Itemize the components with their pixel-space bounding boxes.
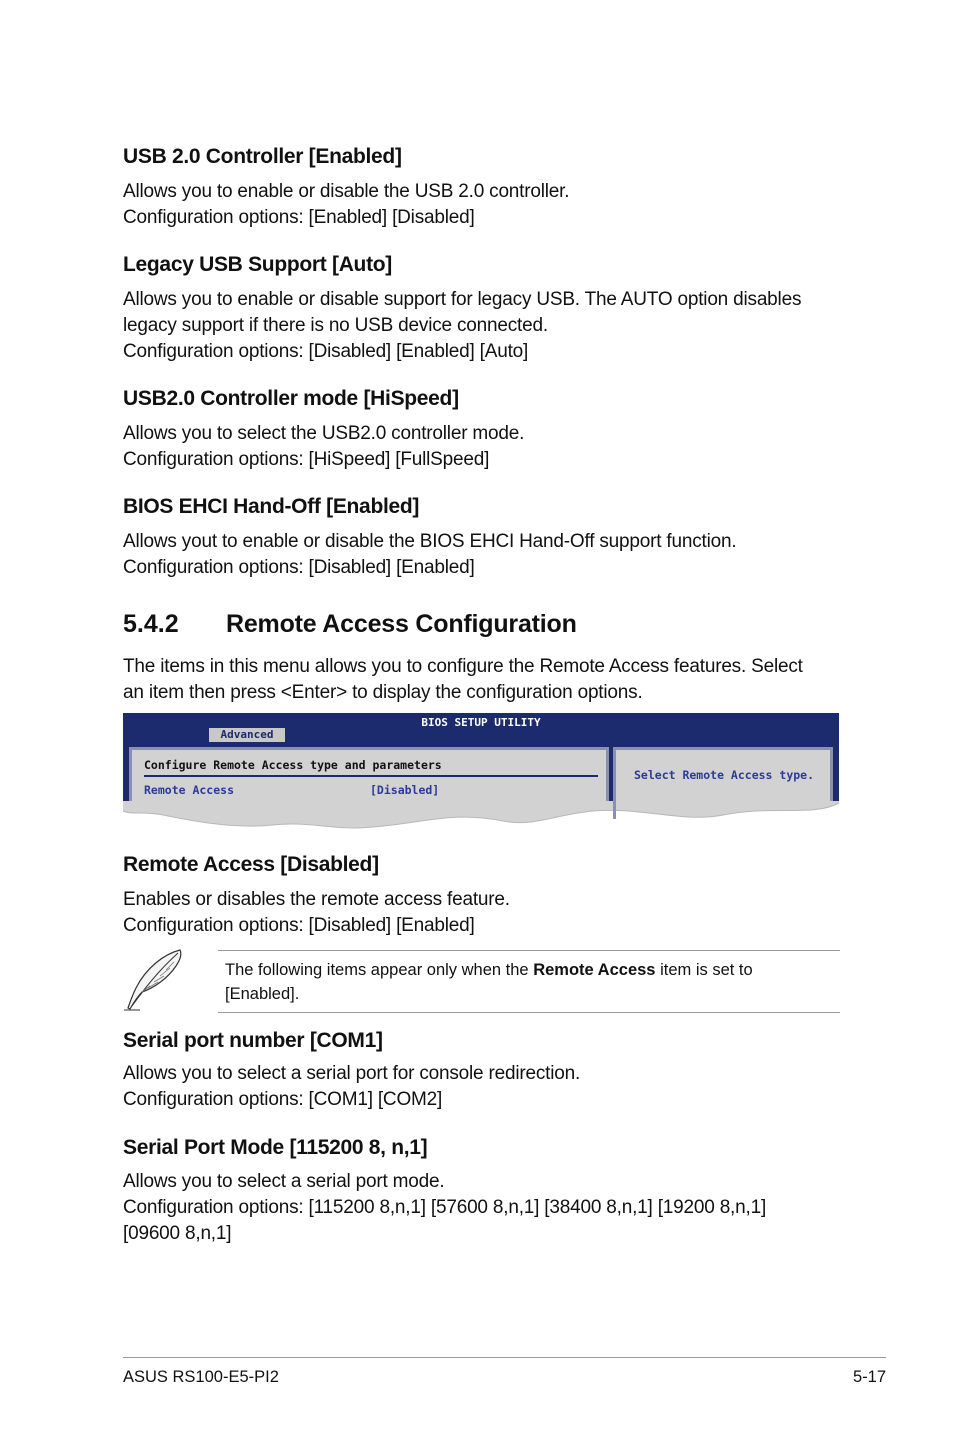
paragraph-serial-port-mode: Allows you to select a serial port mode. Configuration options: [115200 8,n,1] [57600 8,n,1] [38400 8,n,1] [19200 8,n,1] [09600 8,n,1] — [123, 1171, 767, 1244]
bios-item-label: Remote Access — [144, 783, 235, 797]
bios-item-value: [Disabled] — [370, 783, 440, 797]
bios-help-panel — [613, 747, 833, 803]
heading-serial-port-mode: Serial Port Mode [115200 8, n,1] — [123, 1136, 428, 1159]
paragraph-serial-port-number: Allows you to select a serial port for console redirection. Configuration options: [COM1] [COM2] — [123, 1063, 581, 1110]
note-text: The following items appear only when the Remote Access item is set to [Enabled]. — [225, 961, 753, 1003]
bios-tab-advanced: Advanced — [209, 728, 285, 742]
bios-help-text: Select Remote Access type. — [634, 768, 815, 782]
bios-title: BIOS SETUP UTILITY — [421, 716, 541, 729]
paragraph-legacy-usb-support: Allows you to enable or disable support for legacy USB. The AUTO option disables legacy support if there is no USB device connected. Configuration options: [Disabled] [Enabled] [Auto] — [123, 289, 802, 362]
footer-page-number: 5-17 — [852, 1368, 886, 1386]
heading-bios-ehci-hand-off: BIOS EHCI Hand-Off [Enabled] — [123, 495, 420, 518]
paragraph-remote-access: Enables or disables the remote access feature. Configuration options: [Disabled] [Enabled] — [123, 889, 510, 936]
note-rule-top — [218, 950, 840, 951]
footer-model: ASUS RS100-E5-PI2 — [123, 1368, 279, 1386]
bios-screenshot — [123, 713, 839, 833]
section-number: 5.4.2 — [123, 610, 179, 638]
bios-body — [123, 743, 839, 803]
bios-panel-heading: Configure Remote Access type and parameters — [144, 758, 442, 772]
paragraph-usb20-controller-mode: Allows you to select the USB2.0 controller mode. Configuration options: [HiSpeed] [FullSpeed] — [123, 423, 525, 470]
quill-note-icon — [120, 948, 188, 1012]
bios-divider — [144, 775, 598, 777]
note-rule-bottom — [218, 1012, 840, 1013]
torn-edge — [123, 801, 839, 833]
paragraph-bios-ehci-hand-off: Allows yout to enable or disable the BIOS EHCI Hand-Off support function. Configuration options: [Disabled] [Enabled] — [123, 531, 737, 578]
heading-usb20-controller: USB 2.0 Controller [Enabled] — [123, 145, 402, 168]
section-intro: The items in this menu allows you to configure the Remote Access features. Select an item then press <Enter> to display the configuration options. — [123, 656, 803, 703]
section-title: Remote Access Configuration — [226, 610, 577, 638]
bios-main-panel — [129, 747, 609, 803]
paragraph-usb20-controller: Allows you to enable or disable the USB 2.0 controller. Configuration options: [Enabled] [Disabled] — [123, 181, 570, 228]
footer-rule — [123, 1357, 886, 1358]
heading-remote-access: Remote Access [Disabled] — [123, 853, 379, 876]
heading-legacy-usb-support: Legacy USB Support [Auto] — [123, 253, 392, 276]
heading-usb20-controller-mode: USB2.0 Controller mode [HiSpeed] — [123, 387, 459, 410]
heading-serial-port-number: Serial port number [COM1] — [123, 1029, 383, 1052]
